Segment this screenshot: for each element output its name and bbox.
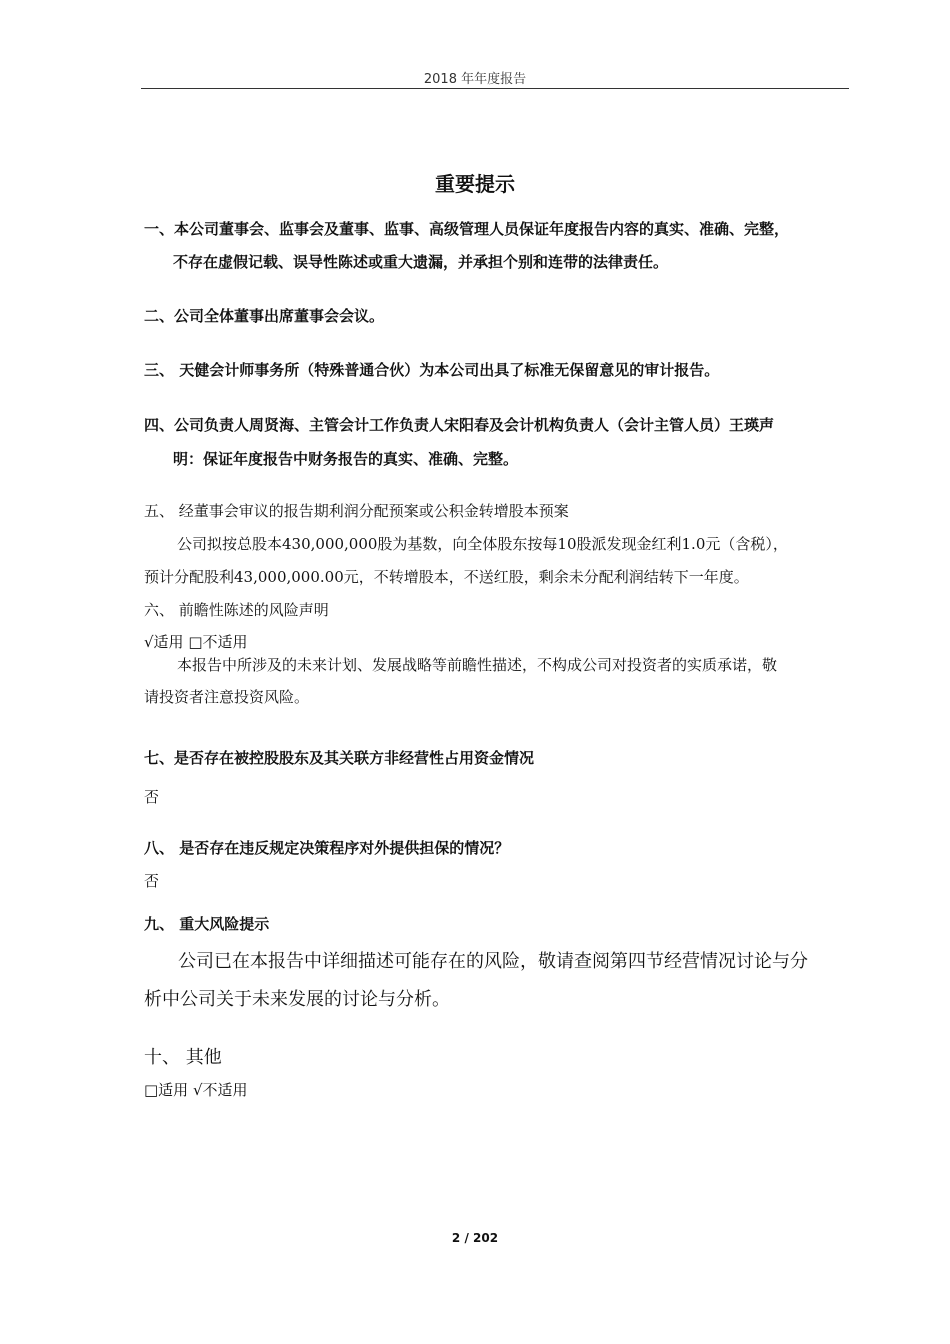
section-10-heading: 十、 其他 xyxy=(144,1047,222,1068)
page-title: 重要提示 xyxy=(435,172,515,196)
section-5-body-line-1: 公司拟按总股本430,000,000股为基数，向全体股东按每10股派发现金红利1.0元（含税）， xyxy=(177,535,788,553)
section-2: 二、公司全体董事出席董事会会议。 xyxy=(144,307,385,325)
page-number: 2 / 202 xyxy=(451,1231,499,1245)
section-1-line-2: 不存在虚假记载、误导性陈述或重大遗漏，并承担个别和连带的法律责任。 xyxy=(173,253,669,271)
section-9-body-line-1: 公司已在本报告中详细描述可能存在的风险，敬请查阅第四节经营情况讨论与分 xyxy=(178,951,808,972)
section-6-body-line-1: 本报告中所涉及的未来计划、发展战略等前瞻性描述，不构成公司对投资者的实质承诺，敬 xyxy=(177,656,778,674)
section-6-options: √适用 □不适用 xyxy=(144,633,248,651)
section-9-heading: 九、 重大风险提示 xyxy=(144,915,270,933)
section-10-options: □适用 √不适用 xyxy=(144,1081,248,1099)
section-7-answer: 否 xyxy=(144,788,160,806)
section-6-body-line-2: 请投资者注意投资风险。 xyxy=(144,688,310,706)
header-rule xyxy=(141,88,849,89)
section-3: 三、 天健会计师事务所（特殊普通合伙）为本公司出具了标准无保留意见的审计报告。 xyxy=(144,361,720,379)
section-5-body-line-2: 预计分配股利43,000,000.00元，不转增股本，不送红股，剩余未分配利润结转下一年度。 xyxy=(144,568,749,586)
section-8-heading: 八、 是否存在违反规定决策程序对外提供担保的情况？ xyxy=(144,839,510,857)
section-5-heading: 五、 经董事会审议的报告期利润分配预案或公积金转增股本预案 xyxy=(144,502,569,520)
section-4-line-2: 明：保证年度报告中财务报告的真实、准确、完整。 xyxy=(173,450,519,468)
section-7-heading: 七、是否存在被控股股东及其关联方非经营性占用资金情况 xyxy=(144,749,535,767)
section-4-line-1: 四、公司负责人周贤海、主管会计工作负责人宋阳春及会计机构负责人（会计主管人员）王瑛声 xyxy=(144,416,775,434)
running-header: 2018 年年度报告 xyxy=(423,72,527,87)
section-1-line-1: 一、本公司董事会、监事会及董事、监事、高级管理人员保证年度报告内容的真实、准确、完整， xyxy=(144,220,790,238)
section-9-body-line-2: 析中公司关于未来发展的讨论与分析。 xyxy=(144,989,450,1010)
section-8-answer: 否 xyxy=(144,872,160,890)
section-6-heading: 六、 前瞻性陈述的风险声明 xyxy=(144,601,329,619)
